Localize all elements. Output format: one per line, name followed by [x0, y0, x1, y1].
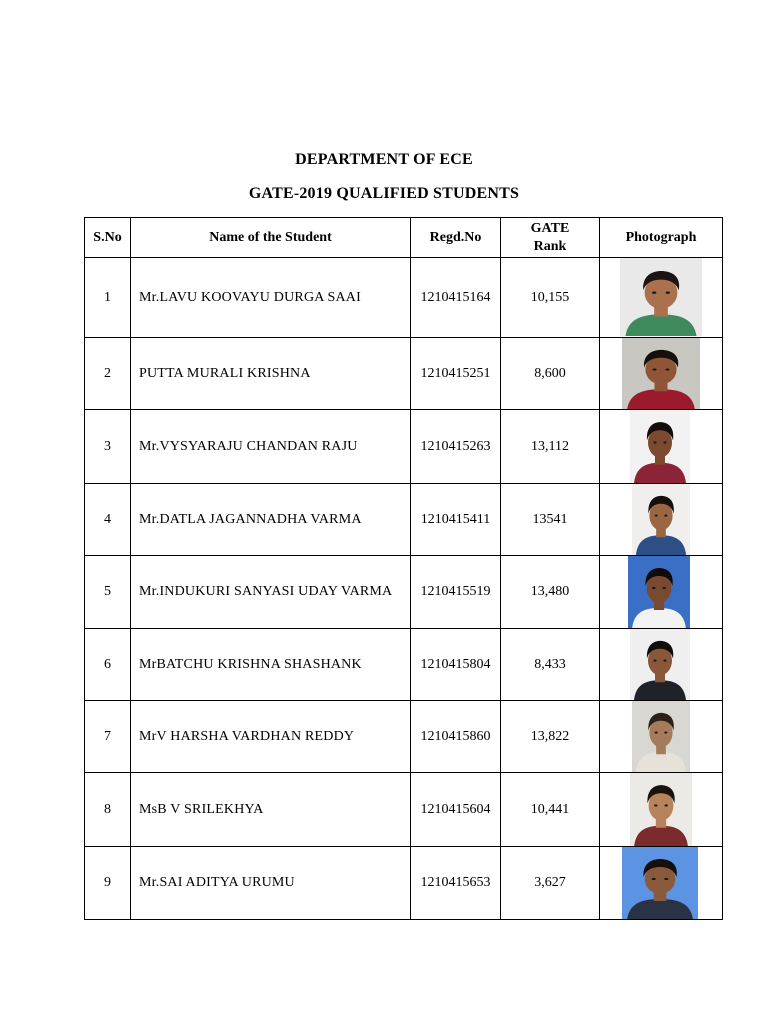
student-photo: [628, 556, 690, 628]
serial-number-cell: 1: [85, 258, 131, 338]
table-row: [85, 701, 723, 773]
gate-rank-cell: 13,480: [501, 556, 600, 629]
column-header-photo: Photograph: [600, 218, 723, 258]
table-row: [85, 629, 723, 701]
column-header-rank: GATE Rank: [501, 218, 600, 258]
student-photo: [632, 484, 690, 555]
serial-number-cell: 9: [85, 847, 131, 920]
regd-number-cell: 1210415519: [411, 556, 501, 629]
department-title: DEPARTMENT OF ECE: [295, 151, 473, 168]
table-row: [85, 556, 723, 629]
regd-number-cell: 1210415860: [411, 701, 501, 773]
photograph-cell: [600, 410, 723, 484]
serial-number-cell: 2: [85, 338, 131, 410]
gate-rank-cell: 8,433: [501, 629, 600, 701]
student-photo: [632, 701, 690, 772]
student-name-cell: MrV HARSHA VARDHAN REDDY: [131, 701, 411, 773]
photograph-cell: [600, 629, 723, 701]
gate-rank-cell: 13,822: [501, 701, 600, 773]
gate-rank-cell: 3,627: [501, 847, 600, 920]
serial-number-cell: 8: [85, 773, 131, 847]
student-name-cell: MsB V SRILEKHYA: [131, 773, 411, 847]
gate-rank-cell: 10,441: [501, 773, 600, 847]
serial-number-cell: 7: [85, 701, 131, 773]
student-name-cell: Mr.VYSYARAJU CHANDAN RAJU: [131, 410, 411, 484]
regd-number-cell: 1210415263: [411, 410, 501, 484]
student-photo: [630, 773, 692, 846]
table-row: [85, 410, 723, 484]
photograph-cell: [600, 773, 723, 847]
student-name-cell: Mr.DATLA JAGANNADHA VARMA: [131, 484, 411, 556]
regd-number-cell: 1210415411: [411, 484, 501, 556]
column-header-sno: S.No: [85, 218, 131, 258]
student-photo: [630, 410, 690, 483]
student-photo: [622, 338, 700, 409]
serial-number-cell: 3: [85, 410, 131, 484]
photograph-cell: [600, 258, 723, 338]
student-name-cell: MrBATCHU KRISHNA SHASHANK: [131, 629, 411, 701]
column-header-name: Name of the Student: [131, 218, 411, 258]
regd-number-cell: 1210415164: [411, 258, 501, 338]
student-name-cell: Mr.INDUKURI SANYASI UDAY VARMA: [131, 556, 411, 629]
photograph-cell: [600, 338, 723, 410]
table-row: [85, 847, 723, 920]
column-header-regd: Regd.No: [411, 218, 501, 258]
photograph-cell: [600, 556, 723, 629]
page-subtitle: GATE-2019 QUALIFIED STUDENTS: [248, 185, 520, 202]
student-name-cell: Mr.LAVU KOOVAYU DURGA SAAI: [131, 258, 411, 338]
student-photo: [630, 629, 690, 700]
gate-rank-cell: 8,600: [501, 338, 600, 410]
table-row: [85, 338, 723, 410]
photograph-cell: [600, 701, 723, 773]
regd-number-cell: 1210415804: [411, 629, 501, 701]
gate-rank-cell: 10,155: [501, 258, 600, 338]
serial-number-cell: 5: [85, 556, 131, 629]
gate-rank-cell: 13541: [501, 484, 600, 556]
student-photo: [620, 258, 702, 336]
gate-rank-cell: 13,112: [501, 410, 600, 484]
student-photo: [622, 847, 698, 919]
photograph-cell: [600, 847, 723, 920]
serial-number-cell: 6: [85, 629, 131, 701]
table-header-row: [85, 218, 723, 258]
serial-number-cell: 4: [85, 484, 131, 556]
regd-number-cell: 1210415251: [411, 338, 501, 410]
regd-number-cell: 1210415653: [411, 847, 501, 920]
student-name-cell: PUTTA MURALI KRISHNA: [131, 338, 411, 410]
table-row: [85, 773, 723, 847]
students-table: [84, 217, 723, 920]
table-row: [85, 258, 723, 338]
student-name-cell: Mr.SAI ADITYA URUMU: [131, 847, 411, 920]
regd-number-cell: 1210415604: [411, 773, 501, 847]
photograph-cell: [600, 484, 723, 556]
table-row: [85, 484, 723, 556]
